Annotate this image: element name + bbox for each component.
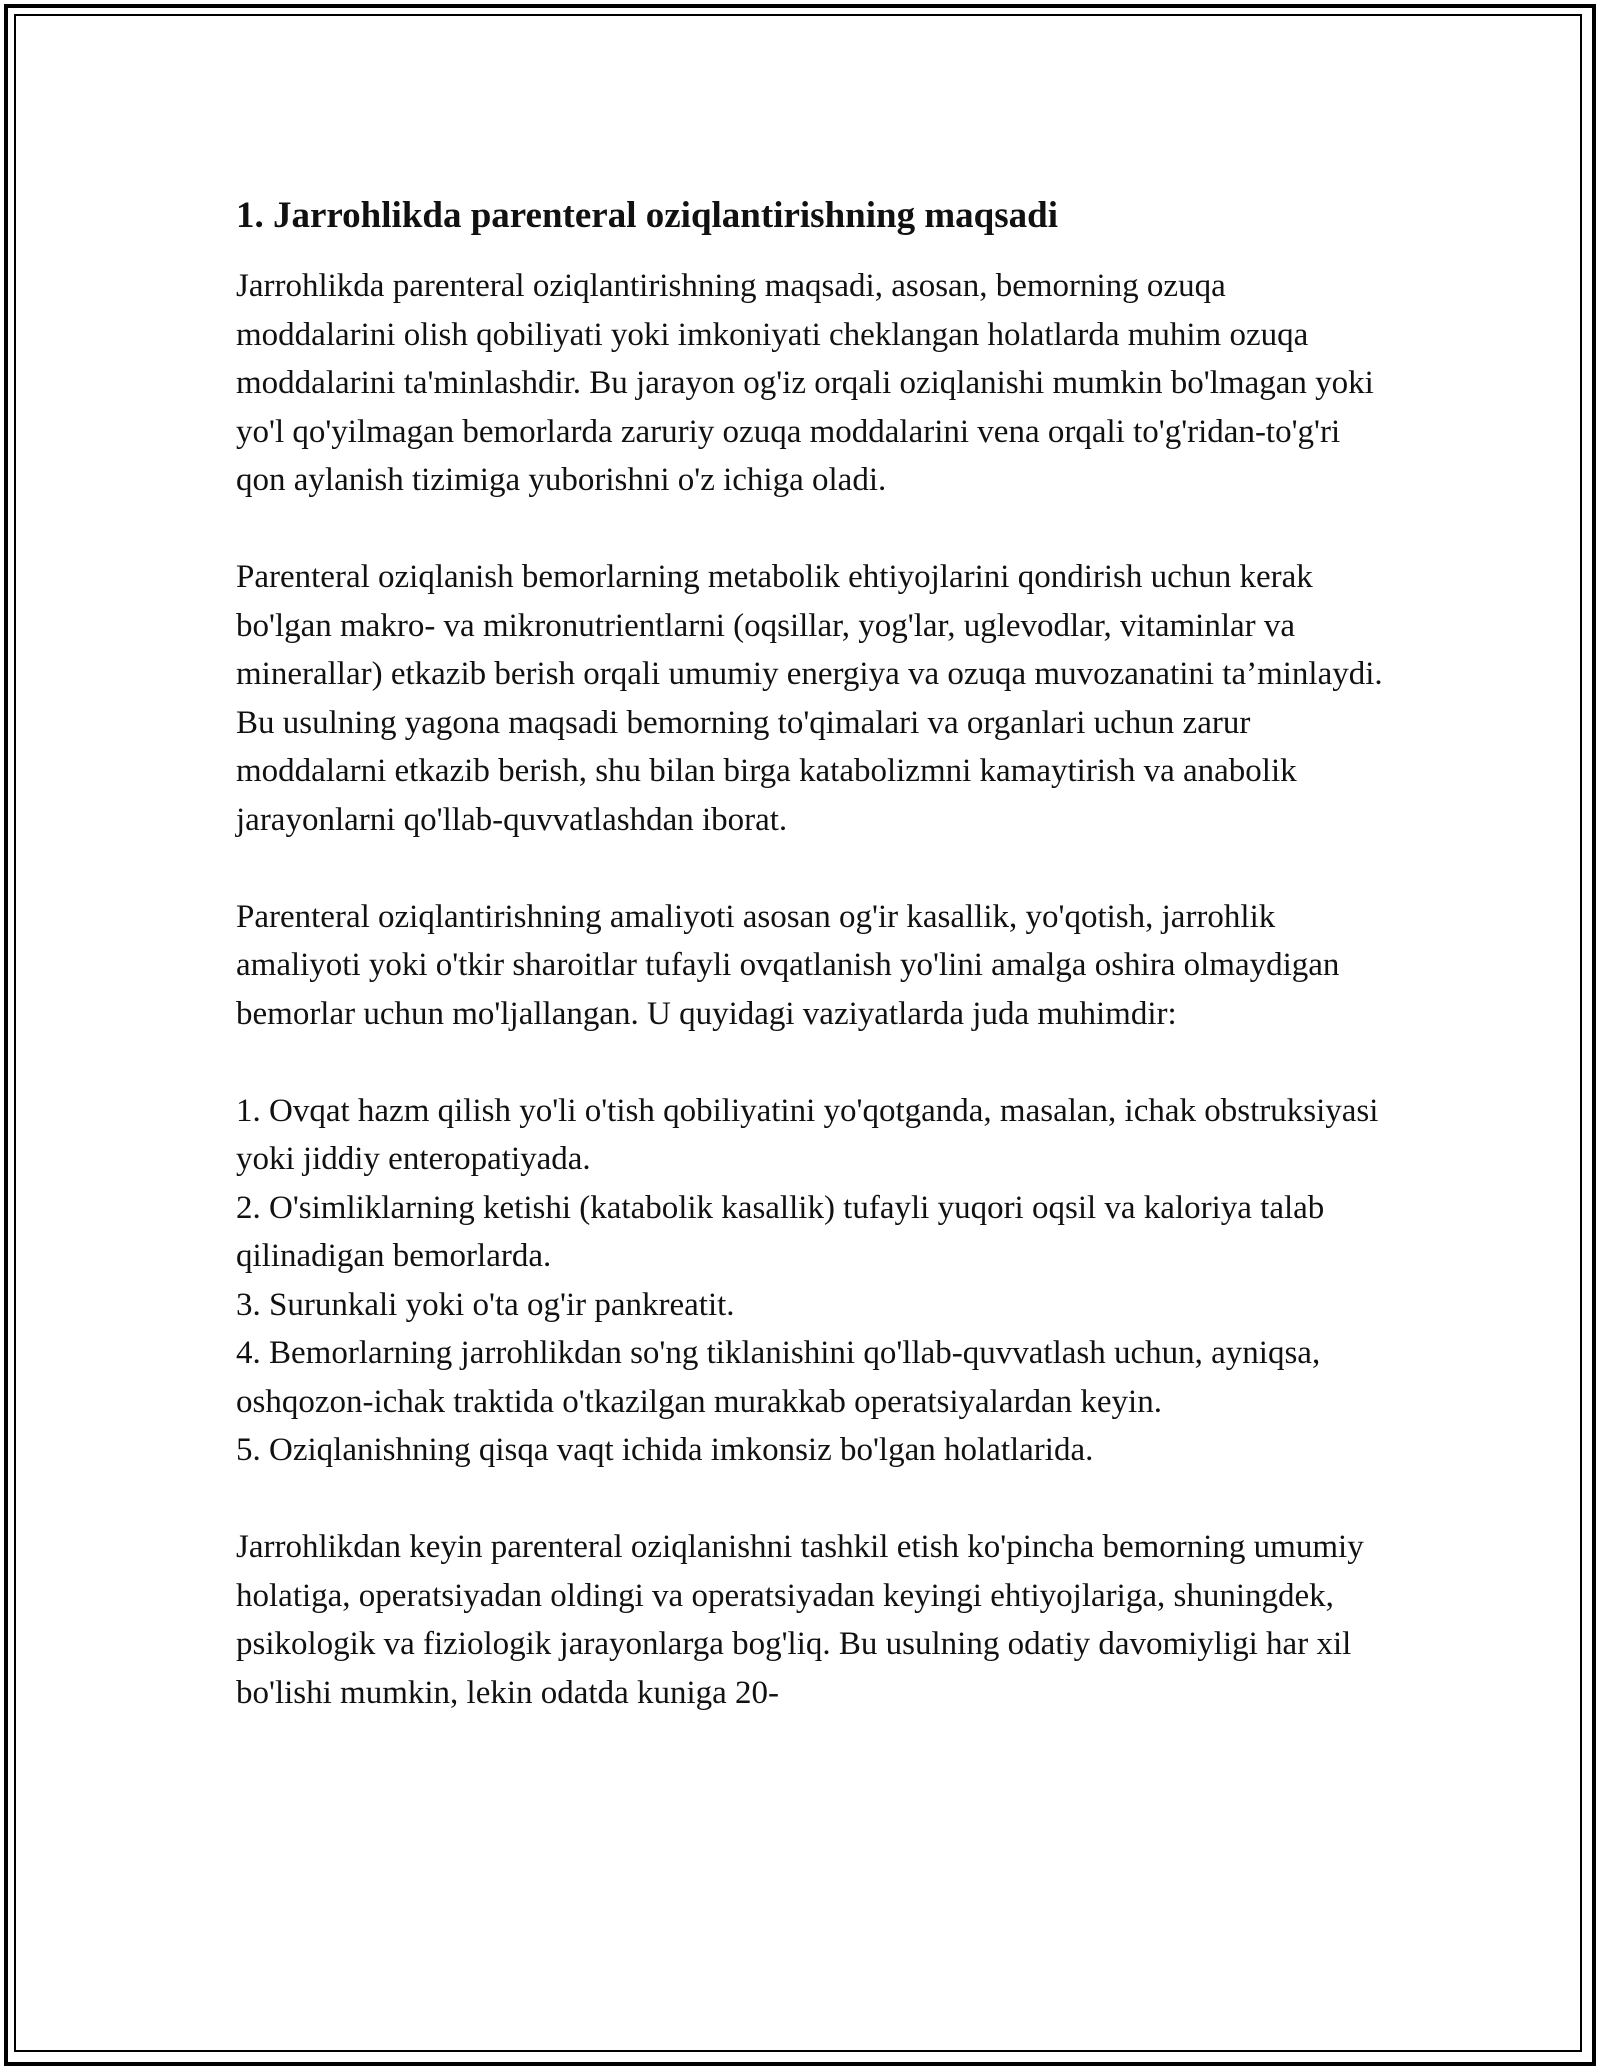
list-item: 1. Ovqat hazm qilish yo'li o'tish qobiliyatini yo'qotganda, masalan, ichak obstruksiyasi yoki jiddiy enteropatiyada. [236, 1092, 1379, 1177]
paragraph-spacer [236, 1038, 1386, 1087]
section-heading: 1. Jarrohlikda parenteral oziqlantirishning maqsadi [236, 195, 1059, 236]
list-item: 3. Surunkali yoki o'ta og'ir pankreatit. [236, 1286, 735, 1323]
list-item: 2. O'simliklarning ketishi (katabolik kasallik) tufayli yuqori oqsil va kaloriya talab qilinadigan bemorlarda. [236, 1189, 1325, 1274]
paragraph-postoperative: Jarrohlikdan keyin parenteral oziqlanishni tashkil etish ko'pincha bemorning umumiy holatiga, operatsiyadan oldingi va operatsiyadan keyingi ehtiyojlariga, shuningdek, psikologik va fiziologik jarayonlarga bog'liq. Bu usulning odatiy davomiyligi har xil bo'lishi mumkin, lekin odatda kuniga 20- [236, 1529, 1364, 1711]
paragraph-spacer [236, 1475, 1386, 1524]
list-item: 5. Oziqlanishning qisqa vaqt ichida imkonsiz bo'lgan holatlarida. [236, 1432, 1094, 1468]
list-item: 4. Bemorlarning jarrohlikdan so'ng tiklanishini qo'llab-quvvatlash uchun, ayniqsa, oshqozon-ichak traktida o'tkazilgan murakkab operatsiyalardan keyin. [236, 1335, 1321, 1420]
paragraph-indications: Parenteral oziqlantirishning amaliyoti asosan og'ir kasallik, yo'qotish, jarrohlik amaliyoti yoki o'tkir sharoitlar tufayli ovqatlanish yo'lini amalga oshira olmaydigan bemorlar uchun mo'ljallangan. U quyidagi vaziyatlarda juda muhimdir: [236, 898, 1340, 1032]
paragraph-intro: Jarrohlikda parenteral oziqlantirishning maqsadi, asosan, bemorning ozuqa moddalarini olish qobiliyati yoki imkoniyati cheklangan holatlarda muhim ozuqa moddalarini ta'minlashdir. Bu jarayon og'iz orqali oziqlanishi mumkin bo'lmagan yoki yo'l qo'yilmagan bemorlarda zaruriy ozuqa moddalarini vena orqali to'g'ridan-to'g'ri qon aylanish tizimiga yuborishni o'z ichiga oladi. [236, 268, 1374, 498]
document-body [236, 186, 1386, 1717]
paragraph-spacer [236, 505, 1386, 554]
paragraph-nutrients: Parenteral oziqlanish bemorlarning metabolik ehtiyojlarini qondirish uchun kerak bo'lgan makro- va mikronutrientlarni (oqsillar, yog'lar, uglevodlar, vitaminlar va minerallar) etkazib berish orqali umumiy energiya va ozuqa muvozanatini ta’minlaydi. Bu usulning yagona maqsadi bemorning to'qimalari va organlari uchun zarur moddalarni etkazib berish, shu bilan birga katabolizmni kamaytirish va anabolik jarayonlarni qo'llab-quvvatlashdan iborat. [236, 559, 1383, 838]
indication-list [236, 1087, 1386, 1475]
paragraph-spacer [236, 844, 1386, 893]
